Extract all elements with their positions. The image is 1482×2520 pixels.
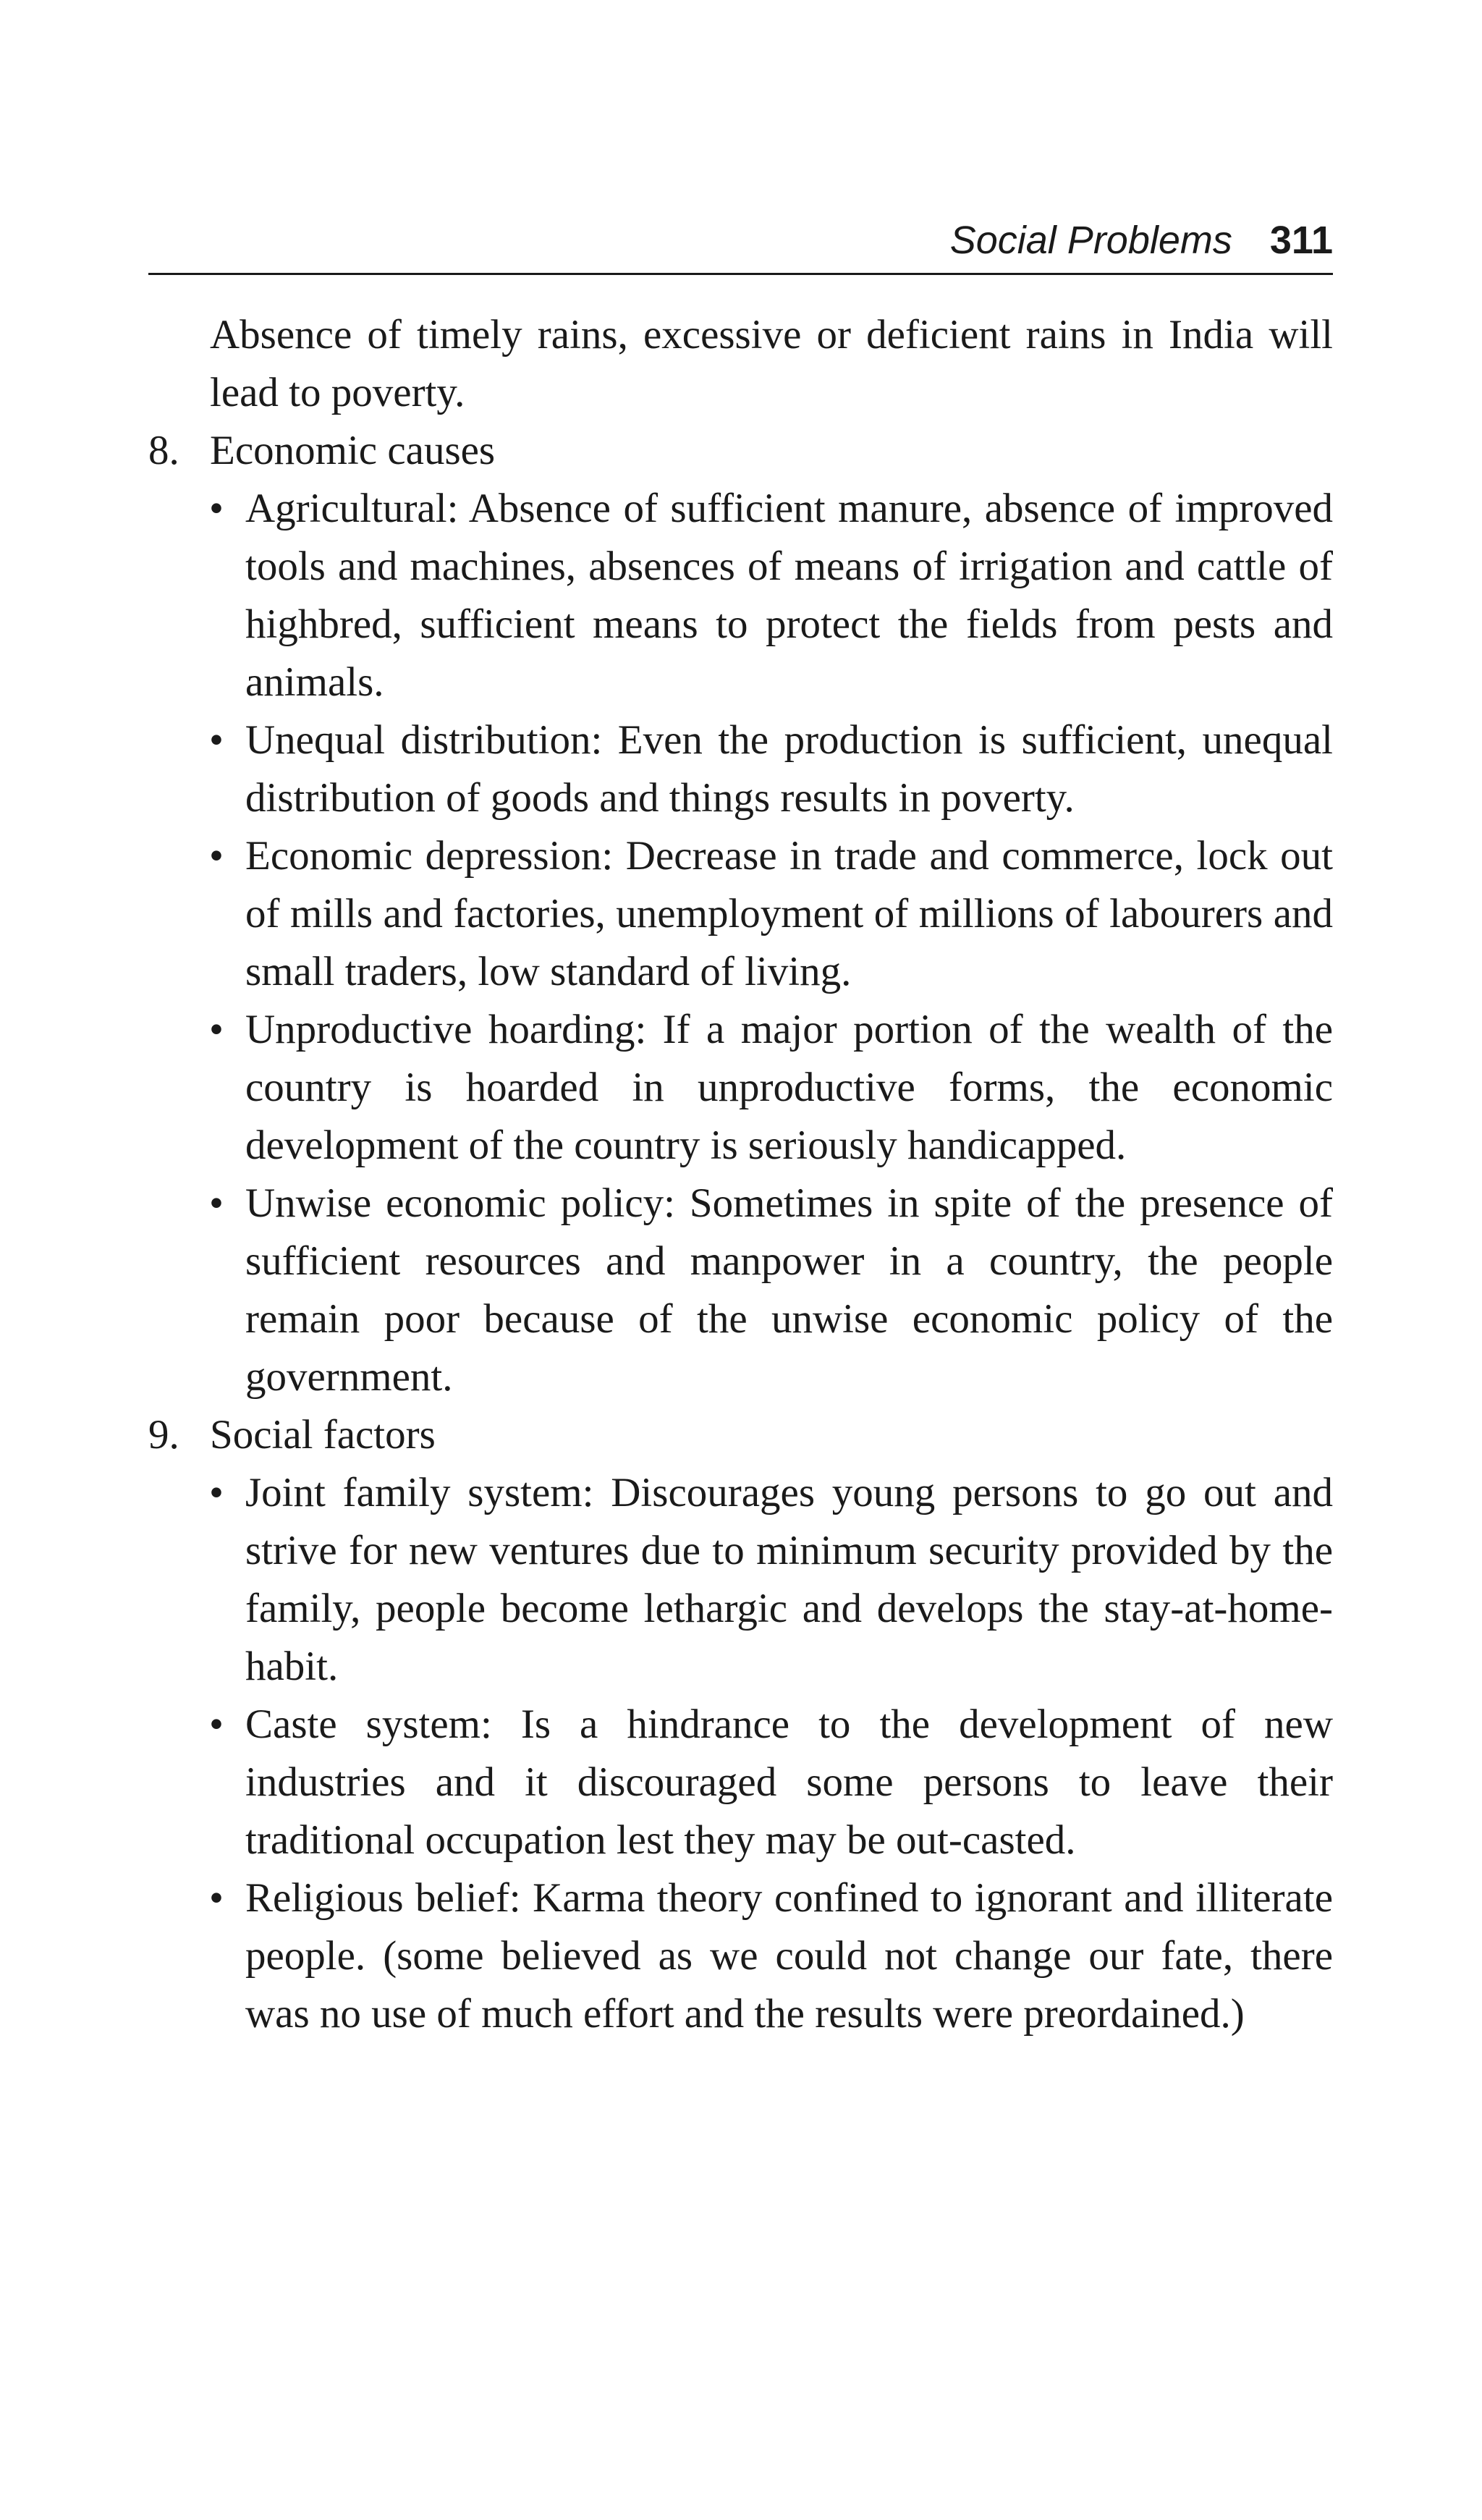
bullet-icon: • [209, 833, 224, 879]
bullet-icon: • [209, 486, 224, 531]
header-text [950, 217, 1333, 263]
list-item-text: Agricultural: Absence of sufficient manure, absence of improved tools and machines, absences of means of irrigation and cattle of highbred, sufficient means to protect the fields from pests and animals. [245, 486, 1333, 705]
page-header [148, 214, 1333, 275]
bullet-icon: • [209, 1180, 224, 1226]
bullet-icon: • [209, 1470, 224, 1515]
list-item [148, 480, 1333, 711]
header-rule [148, 273, 1333, 275]
list-item-text: Caste system: Is a hindrance to the development of new industries and it discouraged some persons to leave their traditional occupation lest they may be out-casted. [245, 1701, 1333, 1863]
intro-paragraph: Absence of timely rains, excessive or deficient rains in India will lead to poverty. [210, 312, 1333, 415]
bullet-list [148, 480, 1333, 1406]
bullet-list [148, 1464, 1333, 2043]
section-economic-causes [148, 422, 1333, 1406]
list-item [148, 827, 1333, 1001]
section-heading [148, 1406, 1333, 1464]
section-title: Economic causes [210, 428, 496, 473]
list-item-text: Unproductive hoarding: If a major portion of the wealth of the country is hoarded in unproductive forms, the economic development of the country is seriously handicapped. [245, 1007, 1333, 1168]
running-title: Social Problems [949, 219, 1232, 262]
bullet-icon: • [209, 1875, 224, 1921]
list-item-text: Unequal distribution: Even the production is sufficient, unequal distribution of goods and things results in poverty. [245, 717, 1333, 821]
bullet-icon: • [209, 1007, 224, 1052]
list-item-text: Religious belief: Karma theory confined to ignorant and illiterate people. (some believed as we could not change our fate, there was no use of much effort and the results were preordained.) [245, 1875, 1333, 2037]
section-social-factors [148, 1406, 1333, 2043]
bullet-icon: • [209, 1701, 224, 1747]
page-body [148, 306, 1333, 2043]
list-item-text: Economic depression: Decrease in trade and commerce, lock out of mills and factories, unemployment of millions of labourers and small traders, low standard of living. [245, 833, 1333, 994]
list-item [148, 1001, 1333, 1175]
list-item [148, 1696, 1333, 1869]
list-item-text: Joint family system: Discourages young persons to go out and strive for new ventures due to minimum security provided by the family, people become lethargic and develops the stay-at-home-habit. [245, 1470, 1333, 1689]
section-title: Social factors [210, 1412, 436, 1458]
section-heading [148, 422, 1333, 480]
list-item [148, 1464, 1333, 1696]
list-item [148, 711, 1333, 827]
section-number: 8. [148, 428, 179, 473]
list-item [148, 1175, 1333, 1406]
bullet-icon: • [209, 717, 224, 763]
list-item [148, 1869, 1333, 2043]
list-item-text: Unwise economic policy: Sometimes in spite of the presence of sufficient resources and manpower in a country, the people remain poor because of the unwise economic policy of the government. [245, 1180, 1333, 1400]
page-number: 311 [1269, 219, 1333, 262]
section-number: 9. [148, 1412, 179, 1458]
